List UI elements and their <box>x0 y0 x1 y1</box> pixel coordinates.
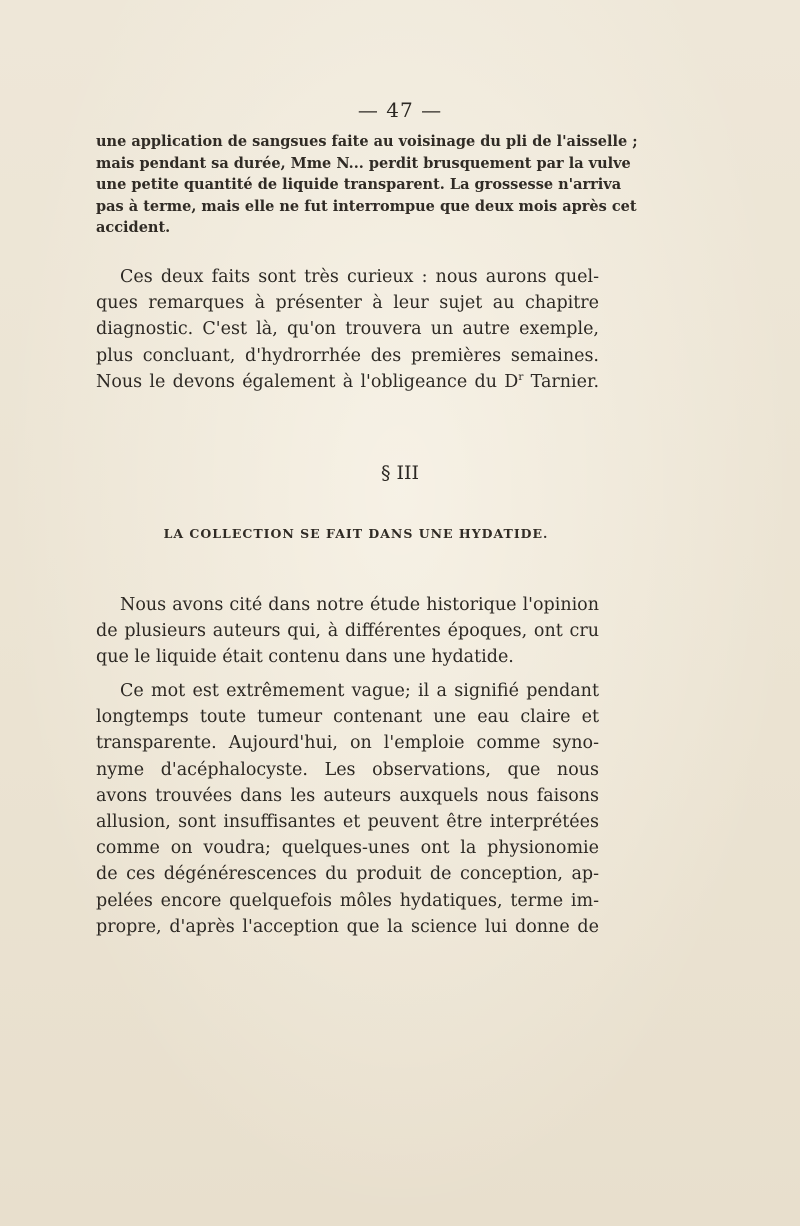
text-line: Nous avons cité dans notre étude historique l'opinion <box>120 595 599 615</box>
text-line: mais pendant sa durée, Mme N... perdit brusquement par la vulve <box>96 154 631 172</box>
continued-paragraph <box>96 131 638 239</box>
text-line: accident. <box>96 219 171 236</box>
paragraph-historique <box>96 592 599 671</box>
text-line: comme on voudra; quelques-unes ont la physionomie <box>96 838 599 859</box>
text-line: Ces deux faits sont très curieux : nous aurons quel- <box>120 267 599 287</box>
section-title: LA COLLECTION SE FAIT DANS UNE HYDATIDE. <box>163 526 549 541</box>
text-fragment: Tarnier. <box>523 371 600 392</box>
text-line: Ce mot est extrêmement vague; il a signifié pendant <box>120 681 599 701</box>
paragraph-deux-faits <box>96 264 599 395</box>
text-line: pas à terme, mais elle ne fut interrompue que deux mois après cet <box>96 197 637 215</box>
superscript: r <box>518 370 524 383</box>
text-line: ques remarques à présenter à leur sujet au chapitre <box>96 293 599 314</box>
text-line-with-superscript <box>96 369 599 395</box>
text-line: une application de sangsues faite au voisinage du pli de l'aisselle ; <box>96 133 638 150</box>
text-line: de plusieurs auteurs qui, à différentes époques, ont cru <box>96 621 599 642</box>
text-fragment: Nous le devons également à l'obligeance du D <box>96 371 519 392</box>
text-line: nyme d'acéphalocyste. Les observations, que nous <box>96 759 599 780</box>
text-line: propre, d'après l'acception que la science lui donne de <box>96 916 599 937</box>
text-line: avons trouvées dans les auteurs auxquels nous faisons <box>96 785 599 806</box>
text-line: diagnostic. C'est là, qu'on trouvera un autre exemple, <box>96 319 599 340</box>
text-line: plus concluant, d'hydrorrhée des premières semaines. <box>96 345 599 366</box>
text-line: de ces dégénérescences du produit de conception, ap- <box>96 864 599 885</box>
text-line: transparente. Aujourd'hui, on l'emploie comme syno- <box>96 733 599 754</box>
page-number: — 47 — <box>357 98 443 122</box>
text-line: longtemps toute tumeur contenant une eau claire et <box>96 707 599 728</box>
text-line: que le liquide était contenu dans une hydatide. <box>96 647 514 668</box>
section-number: § III <box>380 462 420 484</box>
text-line: pelées encore quelquefois môles hydatiques, terme im- <box>96 890 599 911</box>
text-line: une petite quantité de liquide transparent. La grossesse n'arriva <box>96 176 622 193</box>
text-line: allusion, sont insuffisantes et peuvent être interprétées <box>96 812 599 833</box>
paragraph-hydatide <box>96 678 599 940</box>
